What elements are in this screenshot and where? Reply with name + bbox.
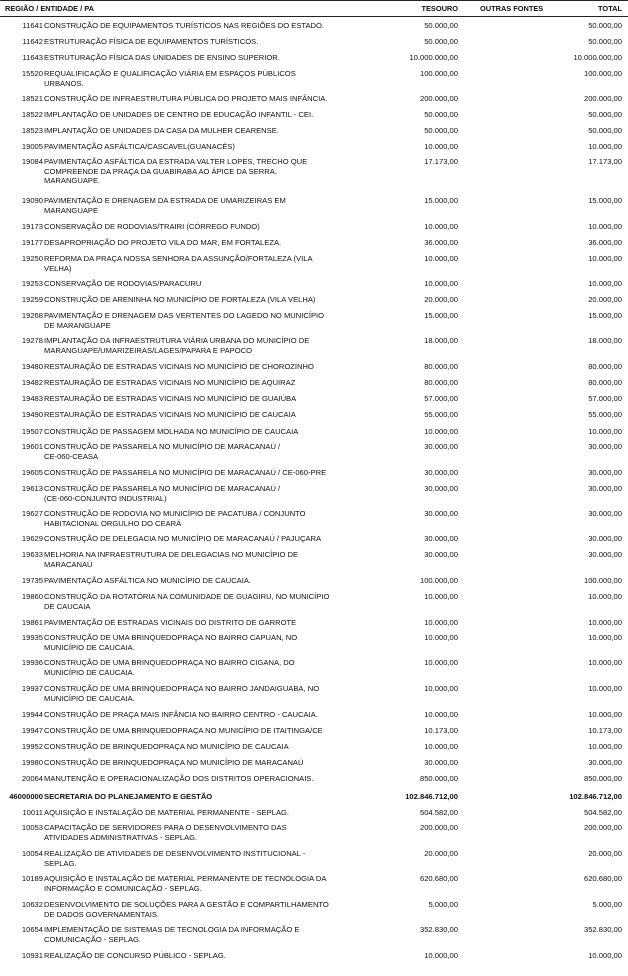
row-total: 80.000,00 bbox=[588, 362, 622, 371]
row-total: 10.000,00 bbox=[588, 742, 622, 751]
row-code: 19173 bbox=[21, 222, 43, 231]
row-code: 19005 bbox=[21, 142, 43, 151]
row-description: CONSTRUÇÃO DE EQUIPAMENTOS TURÍSTICOS NAS REGIÕES DO ESTADO. bbox=[44, 21, 325, 30]
row-tesouro: 10.000,00 bbox=[424, 633, 458, 642]
row-code: 19861 bbox=[21, 618, 43, 627]
row-code: 19507 bbox=[21, 427, 43, 436]
row-code: 19613 bbox=[21, 484, 43, 493]
row-tesouro: 200.000,00 bbox=[419, 94, 458, 103]
row-description: IMPLANTAÇÃO DE UNIDADES DE CENTRO DE EDUCAÇÃO INFANTIL - CEI. bbox=[44, 110, 314, 119]
row-description: CONSTRUÇÃO DE PASSARELA NO MUNICÍPIO DE MARACANAÚ / (CE-060-CONJUNTO INDUSTRIAL) bbox=[44, 484, 281, 503]
row-code: 18521 bbox=[21, 94, 43, 103]
row-code: 19278 bbox=[21, 336, 43, 345]
row-tesouro: 30.000,00 bbox=[424, 758, 458, 767]
row-description: CONSTRUÇÃO DE UMA BRINQUEDOPRAÇA NO BAIRRO JANDAIGUABA, NO MUNICÍPIO DE CAUCAIA. bbox=[44, 684, 320, 703]
header-tesouro: TESOURO bbox=[421, 4, 458, 13]
row-tesouro: 10.000,00 bbox=[424, 254, 458, 263]
row-total: 10.000,00 bbox=[588, 951, 622, 960]
row-tesouro: 30.000,00 bbox=[424, 468, 458, 477]
row-description: REFORMA DA PRAÇA NOSSA SENHORA DA ASSUNÇÃO/FORTALEZA (VILA VELHA) bbox=[44, 254, 313, 273]
row-total: 50.000,00 bbox=[588, 21, 622, 30]
row-total: 30.000,00 bbox=[588, 509, 622, 518]
row-description: PAVIMENTAÇÃO E DRENAGEM DAS VERTENTES DO LAGEDO NO MUNICÍPIO DE MARANGUAPE bbox=[44, 311, 325, 330]
row-total: 10.000,00 bbox=[588, 592, 622, 601]
row-code: 10931 bbox=[21, 951, 43, 960]
row-code: 19735 bbox=[21, 576, 43, 585]
row-tesouro: 10.000,00 bbox=[424, 710, 458, 719]
row-description: AQUISIÇÃO E INSTALAÇÃO DE MATERIAL PERMANENTE DE TECNOLOGIA DA INFORMAÇÃO E COMUNICAÇÃO - SEPLAG. bbox=[44, 874, 327, 893]
row-total: 10.000,00 bbox=[588, 618, 622, 627]
row-total: 200.000,00 bbox=[583, 94, 622, 103]
row-description: REALIZAÇÃO DE CONCURSO PÚBLICO - SEPLAG. bbox=[44, 951, 226, 960]
row-tesouro: 20.000,00 bbox=[424, 849, 458, 858]
row-tesouro: 100.000,00 bbox=[419, 576, 458, 585]
row-tesouro: 10.173,00 bbox=[424, 726, 458, 735]
row-total: 10.000,00 bbox=[588, 633, 622, 642]
row-total: 10.000,00 bbox=[588, 222, 622, 231]
row-tesouro: 10.000,00 bbox=[424, 592, 458, 601]
row-tesouro: 504.582,00 bbox=[419, 808, 458, 817]
row-total: 100.000,00 bbox=[583, 576, 622, 585]
row-description: ESTRUTURAÇÃO FÍSICA DAS UNIDADES DE ENSINO SUPERIOR. bbox=[44, 53, 280, 62]
row-total: 20.000,00 bbox=[588, 849, 622, 858]
row-description: REQUALIFICAÇÃO E QUALIFICAÇÃO VIÁRIA EM ESPAÇOS PÚBLICOS URBANOS. bbox=[44, 69, 296, 88]
row-description: CONSTRUÇÃO DE PASSAGEM MOLHADA NO MUNICÍPIO DE CAUCAIA bbox=[44, 427, 299, 436]
row-total: 30.000,00 bbox=[588, 758, 622, 767]
row-total: 30.000,00 bbox=[588, 550, 622, 559]
row-code: 19084 bbox=[21, 157, 43, 166]
row-description: RESTAURAÇÃO DE ESTRADAS VICINAIS NO MUNICÍPIO DE CHOROZINHO bbox=[44, 362, 314, 371]
row-total: 30.000,00 bbox=[588, 484, 622, 493]
row-total: 50.000,00 bbox=[588, 110, 622, 119]
row-tesouro: 200.000,00 bbox=[419, 823, 458, 832]
row-code: 19601 bbox=[21, 442, 43, 451]
row-description: CONSTRUÇÃO DE BRINQUEDOPRAÇA NO MUNICÍPIO DE CAUCAIA bbox=[44, 742, 289, 751]
row-code: 11641 bbox=[22, 21, 43, 30]
row-code: 10054 bbox=[21, 849, 43, 858]
row-code: 19482 bbox=[21, 378, 43, 387]
row-tesouro: 15.000,00 bbox=[424, 196, 458, 205]
row-tesouro: 15.000,00 bbox=[424, 311, 458, 320]
row-code: 11643 bbox=[22, 53, 43, 62]
row-description: REALIZAÇÃO DE ATIVIDADES DE DESENVOLVIMENTO INSTITUCIONAL - SEPLAG. bbox=[44, 849, 306, 868]
row-description: RESTAURAÇÃO DE ESTRADAS VICINAIS NO MUNICÍPIO DE AQUIRAZ bbox=[44, 378, 296, 387]
row-code: 18522 bbox=[21, 110, 43, 119]
row-code: 19947 bbox=[21, 726, 43, 735]
row-description: PAVIMENTAÇÃO ASFÁLTICA/CASCAVEL(GUANACÉS) bbox=[44, 142, 235, 151]
row-code: 19944 bbox=[21, 710, 43, 719]
row-description: CONSTRUÇÃO DE RODOVIA NO MUNICÍPIO DE PACATUBA / CONJUNTO HABITACIONAL ORGULHO DO CEARÁ bbox=[44, 509, 306, 528]
row-code: 19980 bbox=[21, 758, 43, 767]
row-tesouro: 10.000,00 bbox=[424, 684, 458, 693]
row-tesouro: 10.000,00 bbox=[424, 427, 458, 436]
row-description: IMPLANTAÇÃO DA INFRAESTRUTURA VIÁRIA URBANA DO MUNICÍPIO DE MARANGUAPE/UMARIZEIRAS/LAGES/PAPARA E PAPOCO bbox=[44, 336, 310, 355]
table-header bbox=[0, 0, 628, 17]
row-tesouro: 352.830,00 bbox=[419, 925, 458, 934]
row-tesouro: 30.000,00 bbox=[424, 534, 458, 543]
header-total: TOTAL bbox=[598, 4, 622, 13]
row-code: 19627 bbox=[21, 509, 43, 518]
row-total: 10.000,00 bbox=[588, 254, 622, 263]
row-tesouro: 55.000,00 bbox=[424, 410, 458, 419]
row-total: 80.000,00 bbox=[588, 378, 622, 387]
row-total: 200.000,00 bbox=[583, 823, 622, 832]
row-description: IMPLEMENTAÇÃO DE SISTEMAS DE TECNOLOGIA DA INFORMAÇÃO E COMUNICAÇÃO - SEPLAG. bbox=[44, 925, 300, 944]
row-tesouro: 850.000,00 bbox=[419, 774, 458, 783]
row-tesouro: 50.000,00 bbox=[424, 21, 458, 30]
row-code: 19090 bbox=[21, 196, 43, 205]
row-code: 19633 bbox=[21, 550, 43, 559]
row-description: PAVIMENTAÇÃO ASFÁLTICA DA ESTRADA VALTER LOPES, TRECHO QUE COMPREENDE DA PRAÇA DA GUABIRABA AO ÁPICE DA SERRA, MARANGUAPE. bbox=[44, 157, 308, 185]
row-code: 19250 bbox=[21, 254, 43, 263]
row-tesouro: 30.000,00 bbox=[424, 484, 458, 493]
row-code: 19259 bbox=[21, 295, 43, 304]
row-code: 18523 bbox=[21, 126, 43, 135]
row-tesouro: 10.000,00 bbox=[424, 618, 458, 627]
row-tesouro: 10.000,00 bbox=[424, 658, 458, 667]
row-total: 5.000,00 bbox=[592, 900, 622, 909]
row-code: 19483 bbox=[21, 394, 43, 403]
row-code: 19268 bbox=[21, 311, 43, 320]
row-code: 19860 bbox=[21, 592, 43, 601]
row-description: CONSTRUÇÃO DE ARENINHA NO MUNICÍPIO DE FORTALEZA (VILA VELHA) bbox=[44, 295, 316, 304]
row-total: 55.000,00 bbox=[588, 410, 622, 419]
row-code: 10189 bbox=[21, 874, 43, 883]
row-tesouro: 10.000,00 bbox=[424, 742, 458, 751]
row-total: 17.173,00 bbox=[588, 157, 622, 166]
row-code: 10632 bbox=[21, 900, 43, 909]
row-total: 100.000,00 bbox=[583, 69, 622, 78]
header-outras-fontes: OUTRAS FONTES bbox=[480, 4, 544, 13]
row-total: 50.000,00 bbox=[588, 37, 622, 46]
row-tesouro: 100.000,00 bbox=[419, 69, 458, 78]
row-code: 46000000 bbox=[9, 792, 43, 801]
row-code: 10011 bbox=[22, 808, 43, 817]
row-code: 19936 bbox=[21, 658, 43, 667]
row-tesouro: 36.000,00 bbox=[424, 238, 458, 247]
row-tesouro: 80.000,00 bbox=[424, 378, 458, 387]
row-description: CONSTRUÇÃO DE UMA BRINQUEDOPRAÇA NO MUNICÍPIO DE ITAITINGA/CE bbox=[44, 726, 323, 735]
row-total: 15.000,00 bbox=[588, 196, 622, 205]
header-regiao: REGIÃO / ENTIDADE / PA bbox=[5, 4, 94, 13]
row-total: 10.000,00 bbox=[588, 710, 622, 719]
row-tesouro: 10.000,00 bbox=[424, 142, 458, 151]
row-code: 19952 bbox=[21, 742, 43, 751]
row-total: 10.000,00 bbox=[588, 279, 622, 288]
row-description: RESTAURAÇÃO DE ESTRADAS VICINAIS NO MUNICÍPIO DE GUAIÚBA bbox=[44, 394, 297, 403]
row-code: 19490 bbox=[21, 410, 43, 419]
row-description: RESTAURAÇÃO DE ESTRADAS VICINAIS NO MUNICÍPIO DE CAUCAIA bbox=[44, 410, 296, 419]
row-tesouro: 50.000,00 bbox=[424, 126, 458, 135]
row-tesouro: 17.173,00 bbox=[424, 157, 458, 166]
row-code: 19937 bbox=[21, 684, 43, 693]
row-tesouro: 50.000,00 bbox=[424, 110, 458, 119]
row-description: PAVIMENTAÇÃO ASFÁLTICA NO MUNICÍPIO DE CAUCAIA. bbox=[44, 576, 252, 585]
row-description: PAVIMENTAÇÃO DE ESTRADAS VICINAIS DO DISTRITO DE GARROTE bbox=[44, 618, 297, 627]
row-description: DESAPROPRIAÇÃO DO PROJETO VILA DO MAR, EM FORTALEZA. bbox=[44, 238, 282, 247]
row-total: 10.000,00 bbox=[588, 684, 622, 693]
row-tesouro: 30.000,00 bbox=[424, 509, 458, 518]
row-tesouro: 50.000,00 bbox=[424, 37, 458, 46]
row-description: CONSERVAÇÃO DE RODOVIAS/TRAIRI (CÓRREGO FUNDO) bbox=[44, 222, 260, 231]
row-tesouro: 10.000,00 bbox=[424, 951, 458, 960]
row-code: 11642 bbox=[22, 37, 43, 46]
row-total: 10.000,00 bbox=[588, 427, 622, 436]
row-description: CONSTRUÇÃO DE PASSARELA NO MUNICÍPIO DE MARACANAÚ / CE-060-PRE bbox=[44, 468, 327, 477]
row-total: 50.000,00 bbox=[588, 126, 622, 135]
row-code: 19935 bbox=[21, 633, 43, 642]
row-tesouro: 10.000.000,00 bbox=[409, 53, 458, 62]
row-description: ESTRUTURAÇÃO FÍSICA DE EQUIPAMENTOS TURÍSTICOS. bbox=[44, 37, 259, 46]
row-total: 102.846.712,00 bbox=[569, 792, 622, 801]
row-description: CAPACITAÇÃO DE SERVIDORES PARA O DESENVOLVIMENTO DAS ATIVIDADES ADMINISTRATIVAS - SEPLAG. bbox=[44, 823, 287, 842]
row-tesouro: 620.680,00 bbox=[419, 874, 458, 883]
row-total: 620.680,00 bbox=[583, 874, 622, 883]
row-description: CONSTRUÇÃO DE PRAÇA MAIS INFÂNCIA NO BAIRRO CENTRO - CAUCAIA. bbox=[44, 710, 318, 719]
row-description: SECRETARIA DO PLANEJAMENTO E GESTÃO bbox=[44, 792, 213, 801]
row-code: 10654 bbox=[21, 925, 43, 934]
row-tesouro: 30.000,00 bbox=[424, 442, 458, 451]
row-total: 10.173,00 bbox=[588, 726, 622, 735]
row-total: 10.000,00 bbox=[588, 142, 622, 151]
row-total: 850.000,00 bbox=[583, 774, 622, 783]
row-description: CONSERVAÇÃO DE RODOVIAS/PARACURU bbox=[44, 279, 202, 288]
row-code: 10053 bbox=[21, 823, 43, 832]
row-description: IMPLANTAÇÃO DE UNIDADES DA CASA DA MULHER CEARENSE. bbox=[44, 126, 279, 135]
row-description: CONSTRUÇÃO DE UMA BRINQUEDOPRAÇA NO BAIRRO CIGANA, DO MUNICÍPIO DE CAUCAIA. bbox=[44, 658, 295, 677]
row-total: 10.000,00 bbox=[588, 658, 622, 667]
row-tesouro: 10.000,00 bbox=[424, 279, 458, 288]
row-tesouro: 5.000,00 bbox=[428, 900, 458, 909]
row-code: 15520 bbox=[21, 69, 43, 78]
row-description: MELHORIA NA INFRAESTRUTURA DE DELEGACIAS NO MUNICÍPIO DE MARACANAÚ bbox=[44, 550, 299, 569]
row-description: CONSTRUÇÃO DE UMA BRINQUEDOPRAÇA NO BAIRRO CAPUAN, NO MUNICÍPIO DE CAUCAIA. bbox=[44, 633, 298, 652]
row-description: CONSTRUÇÃO DA ROTATÓRIA NA COMUNIDADE DE GUAGIRU, NO MUNICÍPIO DE CAUCAIA bbox=[44, 592, 330, 611]
row-tesouro: 30.000,00 bbox=[424, 550, 458, 559]
row-description: CONSTRUÇÃO DE DELEGACIA NO MUNICÍPIO DE MARACANAÚ / PAJUÇARA bbox=[44, 534, 322, 543]
row-description: DESENVOLVIMENTO DE SOLUÇÕES PARA A GESTÃO E COMPARTILHAMENTO DE DADOS GOVERNAMENTAIS. bbox=[44, 900, 329, 919]
row-code: 20064 bbox=[21, 774, 43, 783]
row-total: 30.000,00 bbox=[588, 442, 622, 451]
row-description: CONSTRUÇÃO DE BRINQUEDOPRAÇA NO MUNICÍPIO DE MARACANAÚ bbox=[44, 758, 304, 767]
row-total: 15.000,00 bbox=[588, 311, 622, 320]
row-total: 504.582,00 bbox=[583, 808, 622, 817]
row-code: 19177 bbox=[21, 238, 43, 247]
row-total: 10.000.000,00 bbox=[573, 53, 622, 62]
row-description: PAVIMENTAÇÃO E DRENAGEM DA ESTRADA DE UMARIZEIRAS EM MARANGUAPE bbox=[44, 196, 286, 215]
row-total: 30.000,00 bbox=[588, 534, 622, 543]
row-tesouro: 18.000,00 bbox=[424, 336, 458, 345]
row-total: 36.000,00 bbox=[588, 238, 622, 247]
row-total: 20.000,00 bbox=[588, 295, 622, 304]
row-description: CONSTRUÇÃO DE INFRAESTRUTURA PÚBLICA DO PROJETO MAIS INFÂNCIA. bbox=[44, 94, 328, 103]
row-total: 18.000,00 bbox=[588, 336, 622, 345]
row-description: AQUISIÇÃO E INSTALAÇÃO DE MATERIAL PERMANENTE - SEPLAG. bbox=[44, 808, 290, 817]
row-tesouro: 10.000,00 bbox=[424, 222, 458, 231]
row-tesouro: 102.846.712,00 bbox=[405, 792, 458, 801]
row-code: 19480 bbox=[21, 362, 43, 371]
row-code: 19629 bbox=[21, 534, 43, 543]
row-tesouro: 80.000,00 bbox=[424, 362, 458, 371]
row-code: 19253 bbox=[21, 279, 43, 288]
row-tesouro: 20.000,00 bbox=[424, 295, 458, 304]
row-description: CONSTRUÇÃO DE PASSARELA NO MUNICÍPIO DE MARACANAÚ / CE-060-CEASA bbox=[44, 442, 281, 461]
row-description: MANUTENÇÃO E OPERACIONALIZAÇÃO DOS DISTRITOS OPERACIONAIS. bbox=[44, 774, 314, 783]
row-total: 352.830,00 bbox=[583, 925, 622, 934]
row-total: 30.000,00 bbox=[588, 468, 622, 477]
row-code: 19605 bbox=[21, 468, 43, 477]
row-tesouro: 57.000,00 bbox=[424, 394, 458, 403]
row-total: 57.000,00 bbox=[588, 394, 622, 403]
